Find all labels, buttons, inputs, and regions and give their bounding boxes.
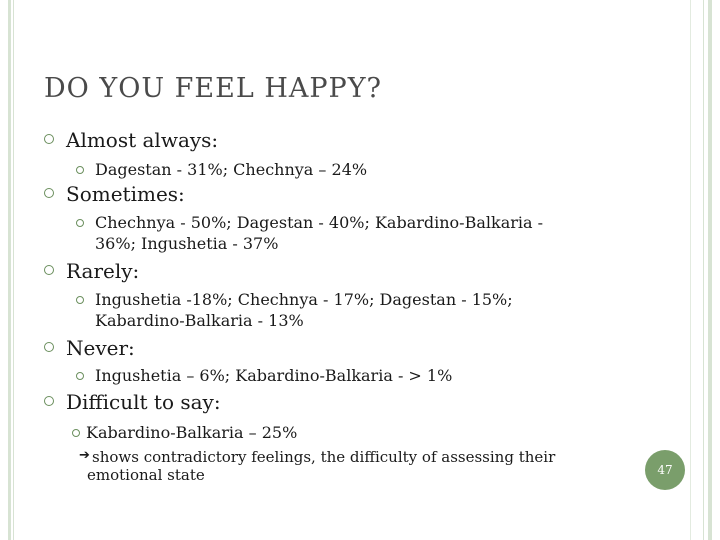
circle-bullet-icon [44,342,54,352]
page-number-badge: 47 [645,450,685,490]
circle-bullet-icon [76,166,84,174]
frame-right-outer [708,0,712,540]
arrow-right-icon: ➔ [79,448,90,463]
note-line1: shows contradictory feelings, the difficulty of assessing their [92,448,556,466]
bullet-label: Almost always: [66,128,219,152]
sub-bullet-text: Kabardino-Balkaria – 25% [86,423,298,442]
bullet-label: Sometimes: [66,182,185,206]
sub-bullet-text-line2: 36%; Ingushetia - 37% [95,234,279,253]
circle-bullet-icon [44,134,54,144]
bullet-label: Rarely: [66,259,140,283]
frame-left-outer [8,0,11,540]
sub-bullet-text-line2: Kabardino-Balkaria - 13% [95,311,304,330]
circle-bullet-icon [44,188,54,198]
bullet-label: Never: [66,336,135,360]
bullet-label: Difficult to say: [66,390,221,414]
circle-bullet-icon [76,372,84,380]
circle-bullet-icon [72,429,80,437]
sub-bullet-text: Ingushetia – 6%; Kabardino-Balkaria - > 1% [95,366,453,385]
note-line2: emotional state [87,466,205,484]
circle-bullet-icon [76,219,84,227]
sub-bullet-text: Dagestan - 31%; Chechnya – 24% [95,160,368,179]
circle-bullet-icon [44,396,54,406]
circle-bullet-icon [76,296,84,304]
frame-right-mid [690,0,691,540]
frame-right-inner [703,0,704,540]
slide-title: DO YOU FEEL HAPPY? [44,73,383,104]
frame-left-inner [13,0,14,540]
circle-bullet-icon [44,265,54,275]
sub-bullet-text-line1: Ingushetia -18%; Chechnya - 17%; Dagestan - 15%; [95,290,513,309]
sub-bullet-text-line1: Chechnya - 50%; Dagestan - 40%; Kabardino-Balkaria - [95,213,544,232]
